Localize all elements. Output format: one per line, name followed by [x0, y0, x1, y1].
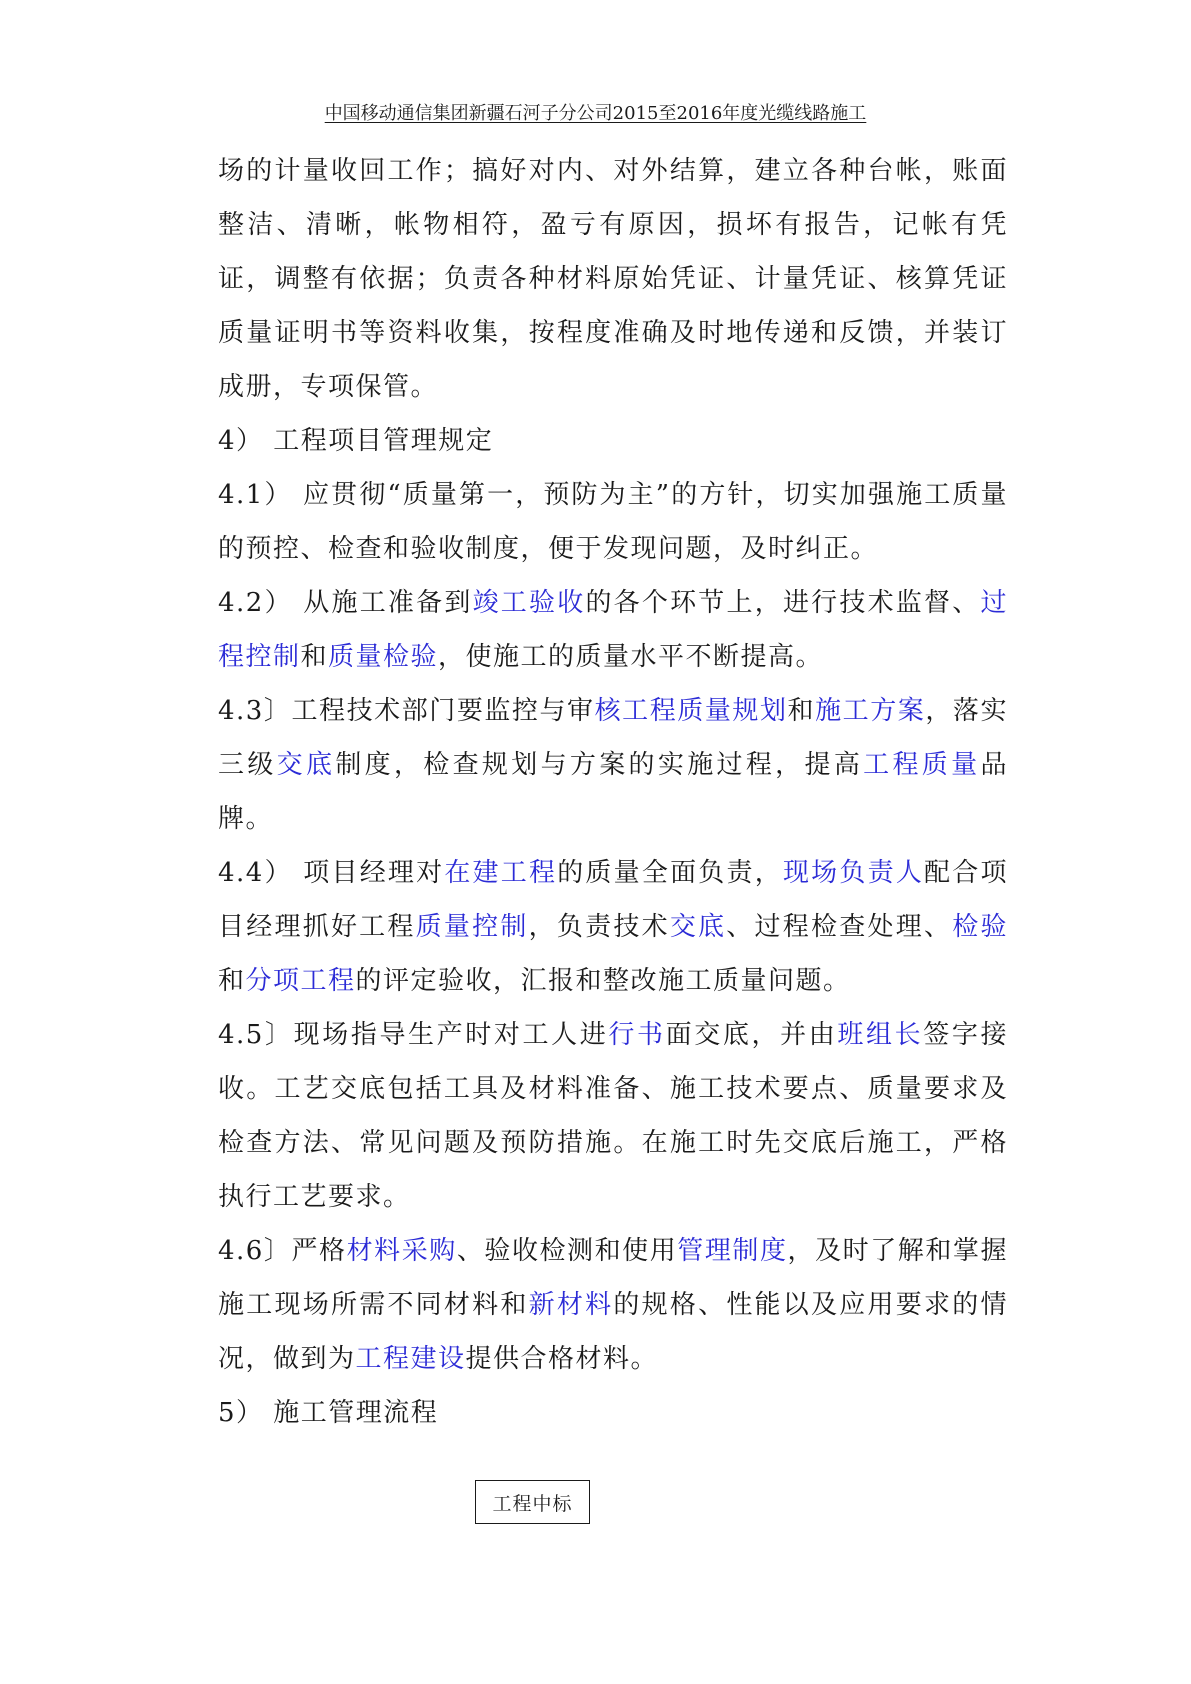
paragraph-text: 4.1） 应贯彻“质量第一，预防为主”的方针，切实加强施工质量的预控、检查和验收制度，便于发现问题，及时纠正。	[218, 480, 1008, 564]
paragraph-text: ，落实三级	[218, 696, 1008, 780]
paragraph-text: 4.3〕工程技术部门要监控与审	[218, 696, 595, 726]
paragraph-text: 、过程检查处理、	[726, 912, 953, 942]
inline-link[interactable]: 分项工程	[245, 966, 356, 996]
inline-link[interactable]: 班组长	[837, 1020, 924, 1050]
paragraph-text: 4） 工程项目管理规定	[218, 426, 494, 456]
paragraph-text: 场的计量收回工作；搞好对内、对外结算，建立各种台帐，账面整洁、清晰，帐物相符，盈亏有原因，损坏有报告，记帐有凭证，调整有依据；负责各种材料原始凭证、计量凭证、核算凭证质量证明书等资料收集，按程度准确及时地传递和反馈，并装订成册，专项保管。	[218, 156, 1008, 402]
inline-link[interactable]: 管理制度	[677, 1236, 788, 1266]
paragraph-text: 和	[787, 696, 816, 726]
inline-link[interactable]: 质量检验	[328, 642, 439, 672]
paragraph	[218, 576, 1008, 684]
flowchart-box-label: 工程中标	[492, 1492, 573, 1515]
paragraph-text: 和	[218, 966, 246, 996]
paragraph-text: 4.6〕严格	[218, 1236, 347, 1266]
inline-link[interactable]: 检验	[952, 912, 1008, 942]
paragraph-text: 提供合格材料。	[465, 1344, 659, 1374]
paragraph-text: 4.2） 从施工准备到	[218, 588, 473, 618]
inline-link[interactable]: 核工程质量规划	[594, 696, 788, 726]
inline-link[interactable]: 质量控制	[415, 912, 529, 942]
inline-link[interactable]: 竣工验收	[472, 588, 586, 618]
paragraph	[218, 684, 1008, 846]
paragraph-text: ，负责技术	[528, 912, 670, 942]
paragraph-text: 的质量全面负责，	[557, 858, 783, 888]
paragraph-text: 4.5〕现场指导生产时对工人进	[218, 1020, 609, 1050]
paragraph-text: 品牌。	[218, 750, 1008, 834]
paragraph	[218, 468, 1008, 576]
paragraph	[218, 144, 1008, 414]
paragraph	[218, 1386, 1008, 1440]
inline-link[interactable]: 工程质量	[863, 750, 981, 780]
paragraph-text: 、验收检测和使用	[456, 1236, 678, 1266]
paragraph-text: 5） 施工管理流程	[218, 1398, 439, 1428]
paragraph	[218, 1008, 1008, 1224]
flowchart-box-bid-won	[475, 1480, 590, 1524]
inline-link[interactable]: 现场负责人	[782, 858, 925, 888]
inline-link[interactable]: 行书	[608, 1020, 666, 1050]
inline-link[interactable]: 在建工程	[444, 858, 558, 888]
inline-link[interactable]: 交底	[276, 750, 336, 780]
paragraph	[218, 846, 1008, 1008]
paragraph-text: 签字接收。工艺交底包括工具及材料准备、施工技术要点、质量要求及检查方法、常见问题及预防措施。在施工时先交底后施工，严格执行工艺要求。	[218, 1020, 1008, 1212]
paragraph-text: 的规格、性能以及应用要求的情况，做到为	[218, 1290, 1008, 1374]
paragraph	[218, 1224, 1008, 1386]
paragraph-text: ，及时了解和掌握施工现场所需不同材料和	[218, 1236, 1008, 1320]
paragraph-text: ，使施工的质量水平不断提高。	[438, 642, 824, 672]
inline-link[interactable]: 交底	[669, 912, 727, 942]
inline-link[interactable]: 施工方案	[815, 696, 926, 726]
page-header	[0, 102, 1191, 126]
inline-link[interactable]: 过程控制	[218, 588, 1008, 672]
paragraph-text: 面交底，并由	[665, 1020, 838, 1050]
paragraph-text: 4.4） 项目经理对	[218, 858, 445, 888]
paragraph-text: 的评定验收，汇报和整改施工质量问题。	[355, 966, 851, 996]
inline-link[interactable]: 材料采购	[346, 1236, 457, 1266]
paragraph-text: 配合项目经理抓好工程	[218, 858, 1008, 942]
header-title: 中国移动通信集团新疆石河子分公司2015至2016年度光缆线路施工	[324, 103, 867, 124]
inline-link[interactable]: 工程建设	[355, 1344, 466, 1374]
inline-link[interactable]: 新材料	[528, 1290, 614, 1320]
paragraph-text: 制度，检查规划与方案的实施过程，提高	[335, 750, 864, 780]
paragraph-text: 和	[300, 642, 329, 672]
paragraph-text: 的各个环节上，进行技术监督、	[585, 588, 981, 618]
paragraph	[218, 414, 1008, 468]
document-body	[218, 144, 1008, 1440]
